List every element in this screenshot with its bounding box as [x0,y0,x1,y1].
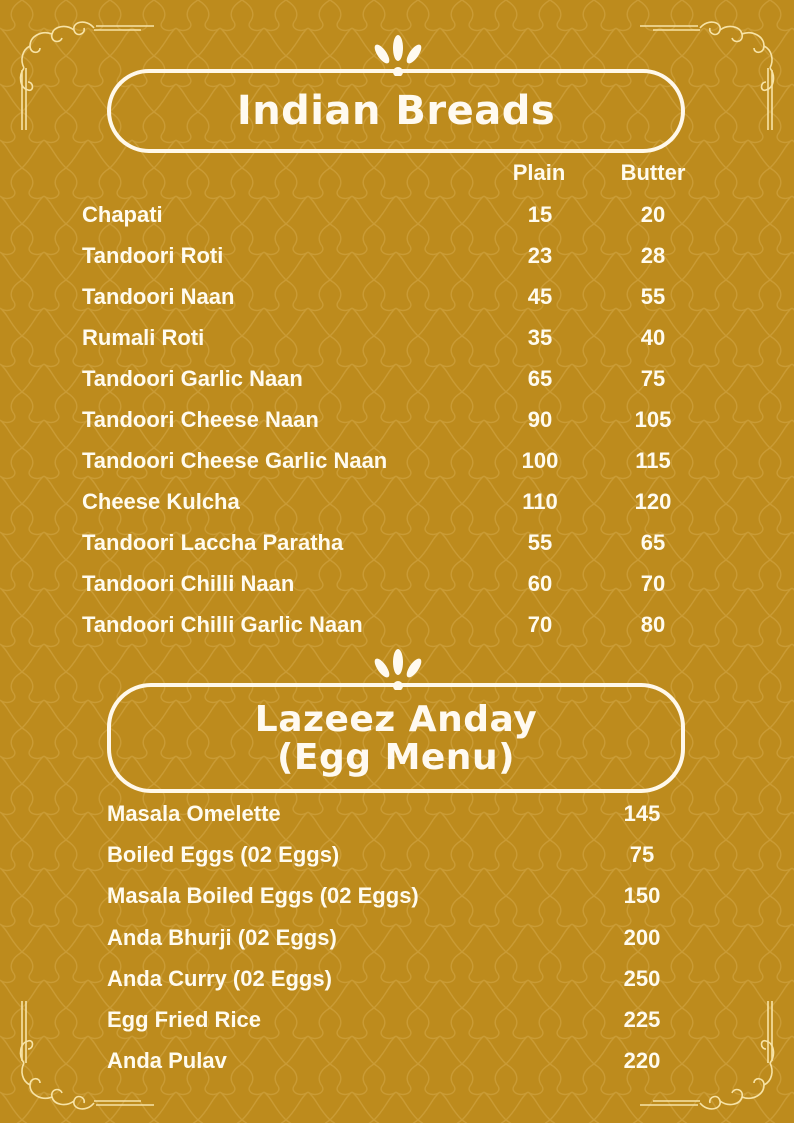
fleur-icon [368,648,428,690]
menu-item [82,281,722,313]
menu-item [107,880,707,912]
item-name: Anda Curry (02 Eggs) [107,966,332,991]
menu-item [82,609,722,641]
section-title-line1: Lazeez Anday [254,699,538,740]
item-price: 250 [623,966,661,991]
item-name: Tandoori Chilli Garlic Naan [82,612,363,637]
menu-item [82,568,722,600]
menu-item [82,527,722,559]
plain-price: 35 [527,325,553,350]
butter-price: 28 [640,243,666,268]
section-title: Indian Breads [236,88,556,134]
item-price: 200 [623,925,661,950]
menu-item [82,486,722,518]
plain-price: 15 [527,202,553,227]
butter-price: 120 [634,489,672,514]
menu-item [107,1045,707,1077]
item-name: Boiled Eggs (02 Eggs) [107,842,340,867]
plain-price: 65 [527,366,553,391]
menu-item [107,963,707,995]
menu-item [107,922,707,954]
item-price: 75 [629,842,655,867]
section-banner-eggs [107,683,685,793]
plain-price: 60 [527,571,553,596]
menu-item [82,404,722,436]
item-name: Rumali Roti [82,325,205,350]
item-name: Anda Bhurji (02 Eggs) [107,925,337,950]
menu-item [82,240,722,272]
item-name: Tandoori Cheese Naan [82,407,319,432]
section-banner-breads [107,69,685,153]
butter-price: 65 [640,530,666,555]
section-title-line2: (Egg Menu) [276,737,516,778]
item-price: 225 [623,1007,661,1032]
butter-price: 75 [640,366,666,391]
item-name: Chapati [82,202,163,227]
butter-price: 80 [640,612,666,637]
menu-item [107,1004,707,1036]
section-title [111,687,681,777]
plain-price: 70 [527,612,553,637]
item-name: Tandoori Roti [82,243,224,268]
plain-price: 23 [527,243,553,268]
plain-price: 110 [522,489,558,514]
menu-item [107,798,707,830]
butter-price: 20 [640,202,666,227]
column-header-plain: Plain [512,160,566,185]
item-name: Egg Fried Rice [107,1007,262,1032]
butter-price: 40 [640,325,666,350]
menu-item [82,322,722,354]
menu-item [82,199,722,231]
menu-item [82,445,722,477]
butter-price: 115 [635,448,671,473]
item-name: Anda Pulav [107,1048,227,1073]
butter-price: 70 [640,571,666,596]
item-name: Tandoori Chilli Naan [82,571,295,596]
fleur-icon [368,34,428,76]
column-header-butter: Butter [620,160,686,185]
item-name: Masala Omelette [107,801,281,826]
plain-price: 45 [527,284,553,309]
butter-price: 105 [634,407,672,432]
plain-price: 100 [521,448,559,473]
item-name: Masala Boiled Eggs (02 Eggs) [107,883,419,908]
plain-price: 90 [527,407,553,432]
item-price: 150 [623,883,661,908]
item-price: 220 [623,1048,661,1073]
item-name: Tandoori Laccha Paratha [82,530,344,555]
item-name: Tandoori Cheese Garlic Naan [82,448,388,473]
item-name: Cheese Kulcha [82,489,240,514]
menu-item [107,839,707,871]
menu-item [82,363,722,395]
butter-price: 55 [640,284,666,309]
plain-price: 55 [527,530,553,555]
item-name: Tandoori Naan [82,284,235,309]
item-name: Tandoori Garlic Naan [82,366,303,391]
item-price: 145 [623,801,661,826]
